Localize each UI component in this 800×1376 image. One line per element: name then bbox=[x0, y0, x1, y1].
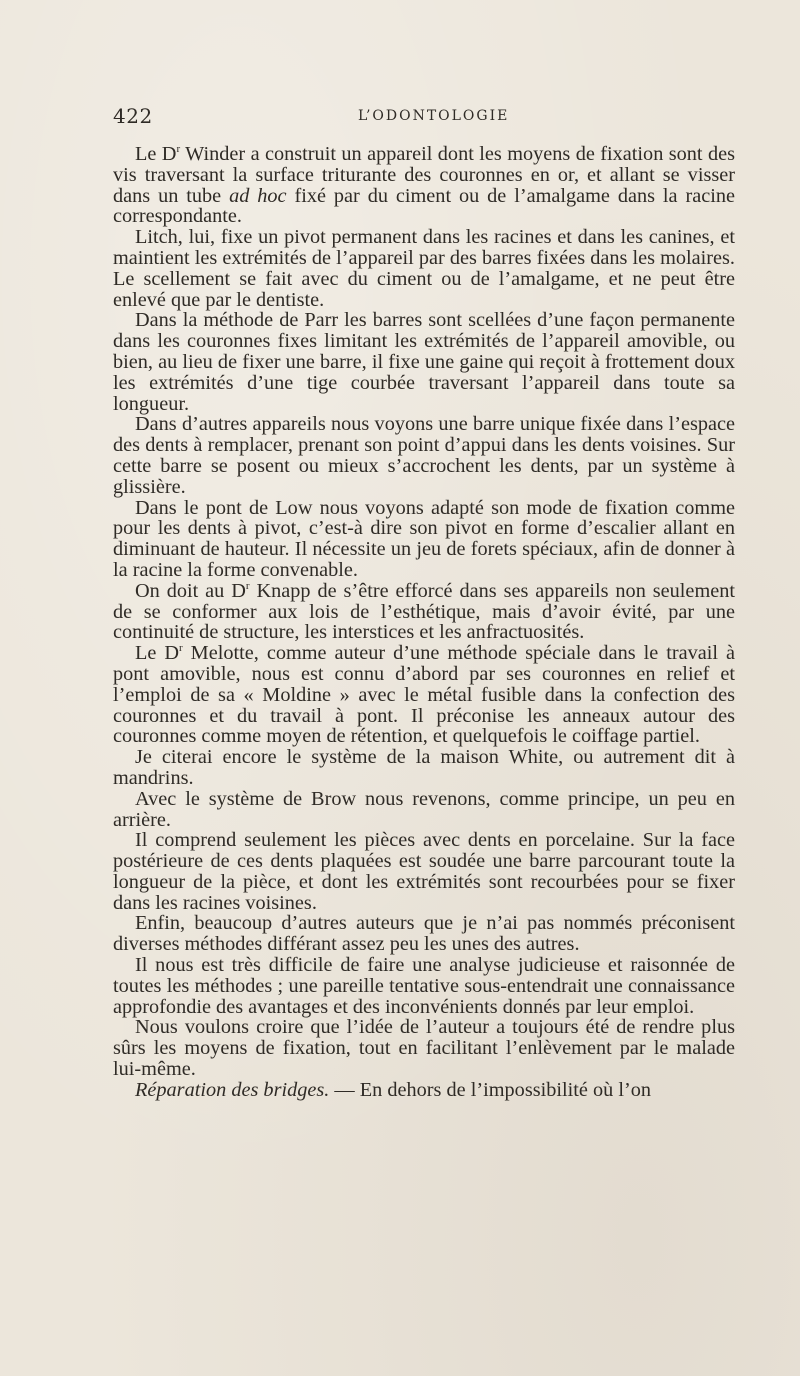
paragraph bbox=[113, 913, 735, 955]
italic-text: Réparation des bridges. bbox=[135, 1078, 330, 1101]
paragraph bbox=[113, 227, 735, 310]
italic-text: ad hoc bbox=[229, 184, 287, 207]
body-text bbox=[113, 144, 735, 1101]
paragraph bbox=[113, 789, 735, 831]
paragraph bbox=[113, 747, 735, 789]
paragraph bbox=[113, 144, 735, 227]
paragraph bbox=[113, 310, 735, 414]
text-run: Il comprend seulement les pièces avec dents en porcelaine. Sur la face postérieure de ces dents plaquées est soudée une barre parcourant toute la longueur de la pièce, et dont les extrémités sont recourbées pour se fixer dans les racines voisines. bbox=[113, 829, 735, 914]
text-run: Dans la méthode de Parr les barres sont scellées d’une façon permanente dans les couronnes fixes limitant les extrémités de l’appareil amovible, ou bien, au lieu de fixer une barre, il fixe une gaine qui reçoit à frottement doux les extrémités d’une tige courbée traversant l’appareil dans toute sa longueur. bbox=[113, 309, 735, 415]
text-run: Le D bbox=[135, 642, 180, 665]
paragraph bbox=[113, 581, 735, 643]
text-run: Dans le pont de Low nous voyons adapté son mode de fixation comme pour les dents à pivot, c’est-à dire son pivot en forme d’escalier allant en diminuant de hauteur. Il nécessite un jeu de forets spéciaux, afin de donner à la racine la forme convenable. bbox=[113, 496, 735, 581]
superscript-text: r bbox=[245, 579, 250, 592]
superscript-text: r bbox=[176, 143, 181, 156]
paragraph bbox=[113, 498, 735, 581]
running-title: L’ODONTOLOGIE bbox=[358, 108, 510, 124]
text-run: Il nous est très difficile de faire une analyse judicieuse et raisonnée de toutes les méthodes ; une pareille tentative sous-entendrait une connaissance approfondie des avantages et des inconvénients donnés par leur emploi. bbox=[113, 954, 735, 1018]
text-run: fixé par du ciment ou de l’amalgame dans la racine correspondante. bbox=[113, 184, 735, 228]
text-run: Le D bbox=[135, 143, 177, 165]
text-run: Avec le système de Brow nous revenons, comme principe, un peu en arrière. bbox=[113, 787, 735, 831]
text-run: Knapp de s’être efforcé dans ses appareils non seulement de se conformer aux lois de l’esthétique, mais d’avoir évité, par une continuité de structure, les interstices et les anfractuosités. bbox=[113, 579, 735, 644]
page-header bbox=[113, 104, 735, 134]
paragraph bbox=[113, 643, 735, 747]
text-run: Je citerai encore le système de la maison White, ou autrement dit à mandrins. bbox=[113, 746, 735, 789]
text-run: Litch, lui, fixe un pivot permanent dans les racines et dans les canines, et maintient les extrémités de l’appareil par des barres fixées dans les molaires. Le scellement se fait avec du ciment ou de l’amalgame, et ne peut être enlevé que par le dentiste. bbox=[113, 226, 735, 311]
text-run: Melotte, comme auteur d’une méthode spéciale dans le travail à pont amovible, nous est connu d’abord par ses couronnes en relief et l’emploi de sa « Moldine » avec le métal fusible dans la confection des couronnes et du travail à pont. Il préconise les anneaux autour des couronnes comme moyen de rétention, et quelquefois le coiffage partiel. bbox=[113, 642, 735, 748]
text-run: Winder a construit un appareil dont les moyens de fixation sont des vis traversant la surface triturante des couronnes en or, et allant se visser dans un tube bbox=[113, 143, 735, 207]
text-run: — En dehors de l’impossibilité où l’on bbox=[329, 1078, 652, 1101]
paragraph bbox=[113, 830, 735, 913]
paragraph bbox=[113, 414, 735, 497]
page-number: 422 bbox=[113, 104, 153, 128]
paragraph bbox=[113, 1080, 735, 1101]
text-run: Enfin, beaucoup d’autres auteurs que je n’ai pas nommés préconisent diverses méthodes différant assez peu les unes des autres. bbox=[113, 912, 735, 956]
paragraph bbox=[113, 955, 735, 1017]
text-run: Nous voulons croire que l’idée de l’auteur a toujours été de rendre plus sûrs les moyens de fixation, tout en facilitant l’enlèvement par le malade lui-même. bbox=[113, 1016, 735, 1081]
text-run: On doit au D bbox=[135, 579, 246, 602]
paragraph bbox=[113, 1017, 735, 1079]
superscript-text: r bbox=[179, 642, 183, 655]
text-run: Dans d’autres appareils nous voyons une barre unique fixée dans l’espace des dents à remplacer, prenant son point d’appui dans les dents voisines. Sur cette barre se posent ou mieux s’accrochent les dents, par un système à glissière. bbox=[113, 413, 735, 498]
